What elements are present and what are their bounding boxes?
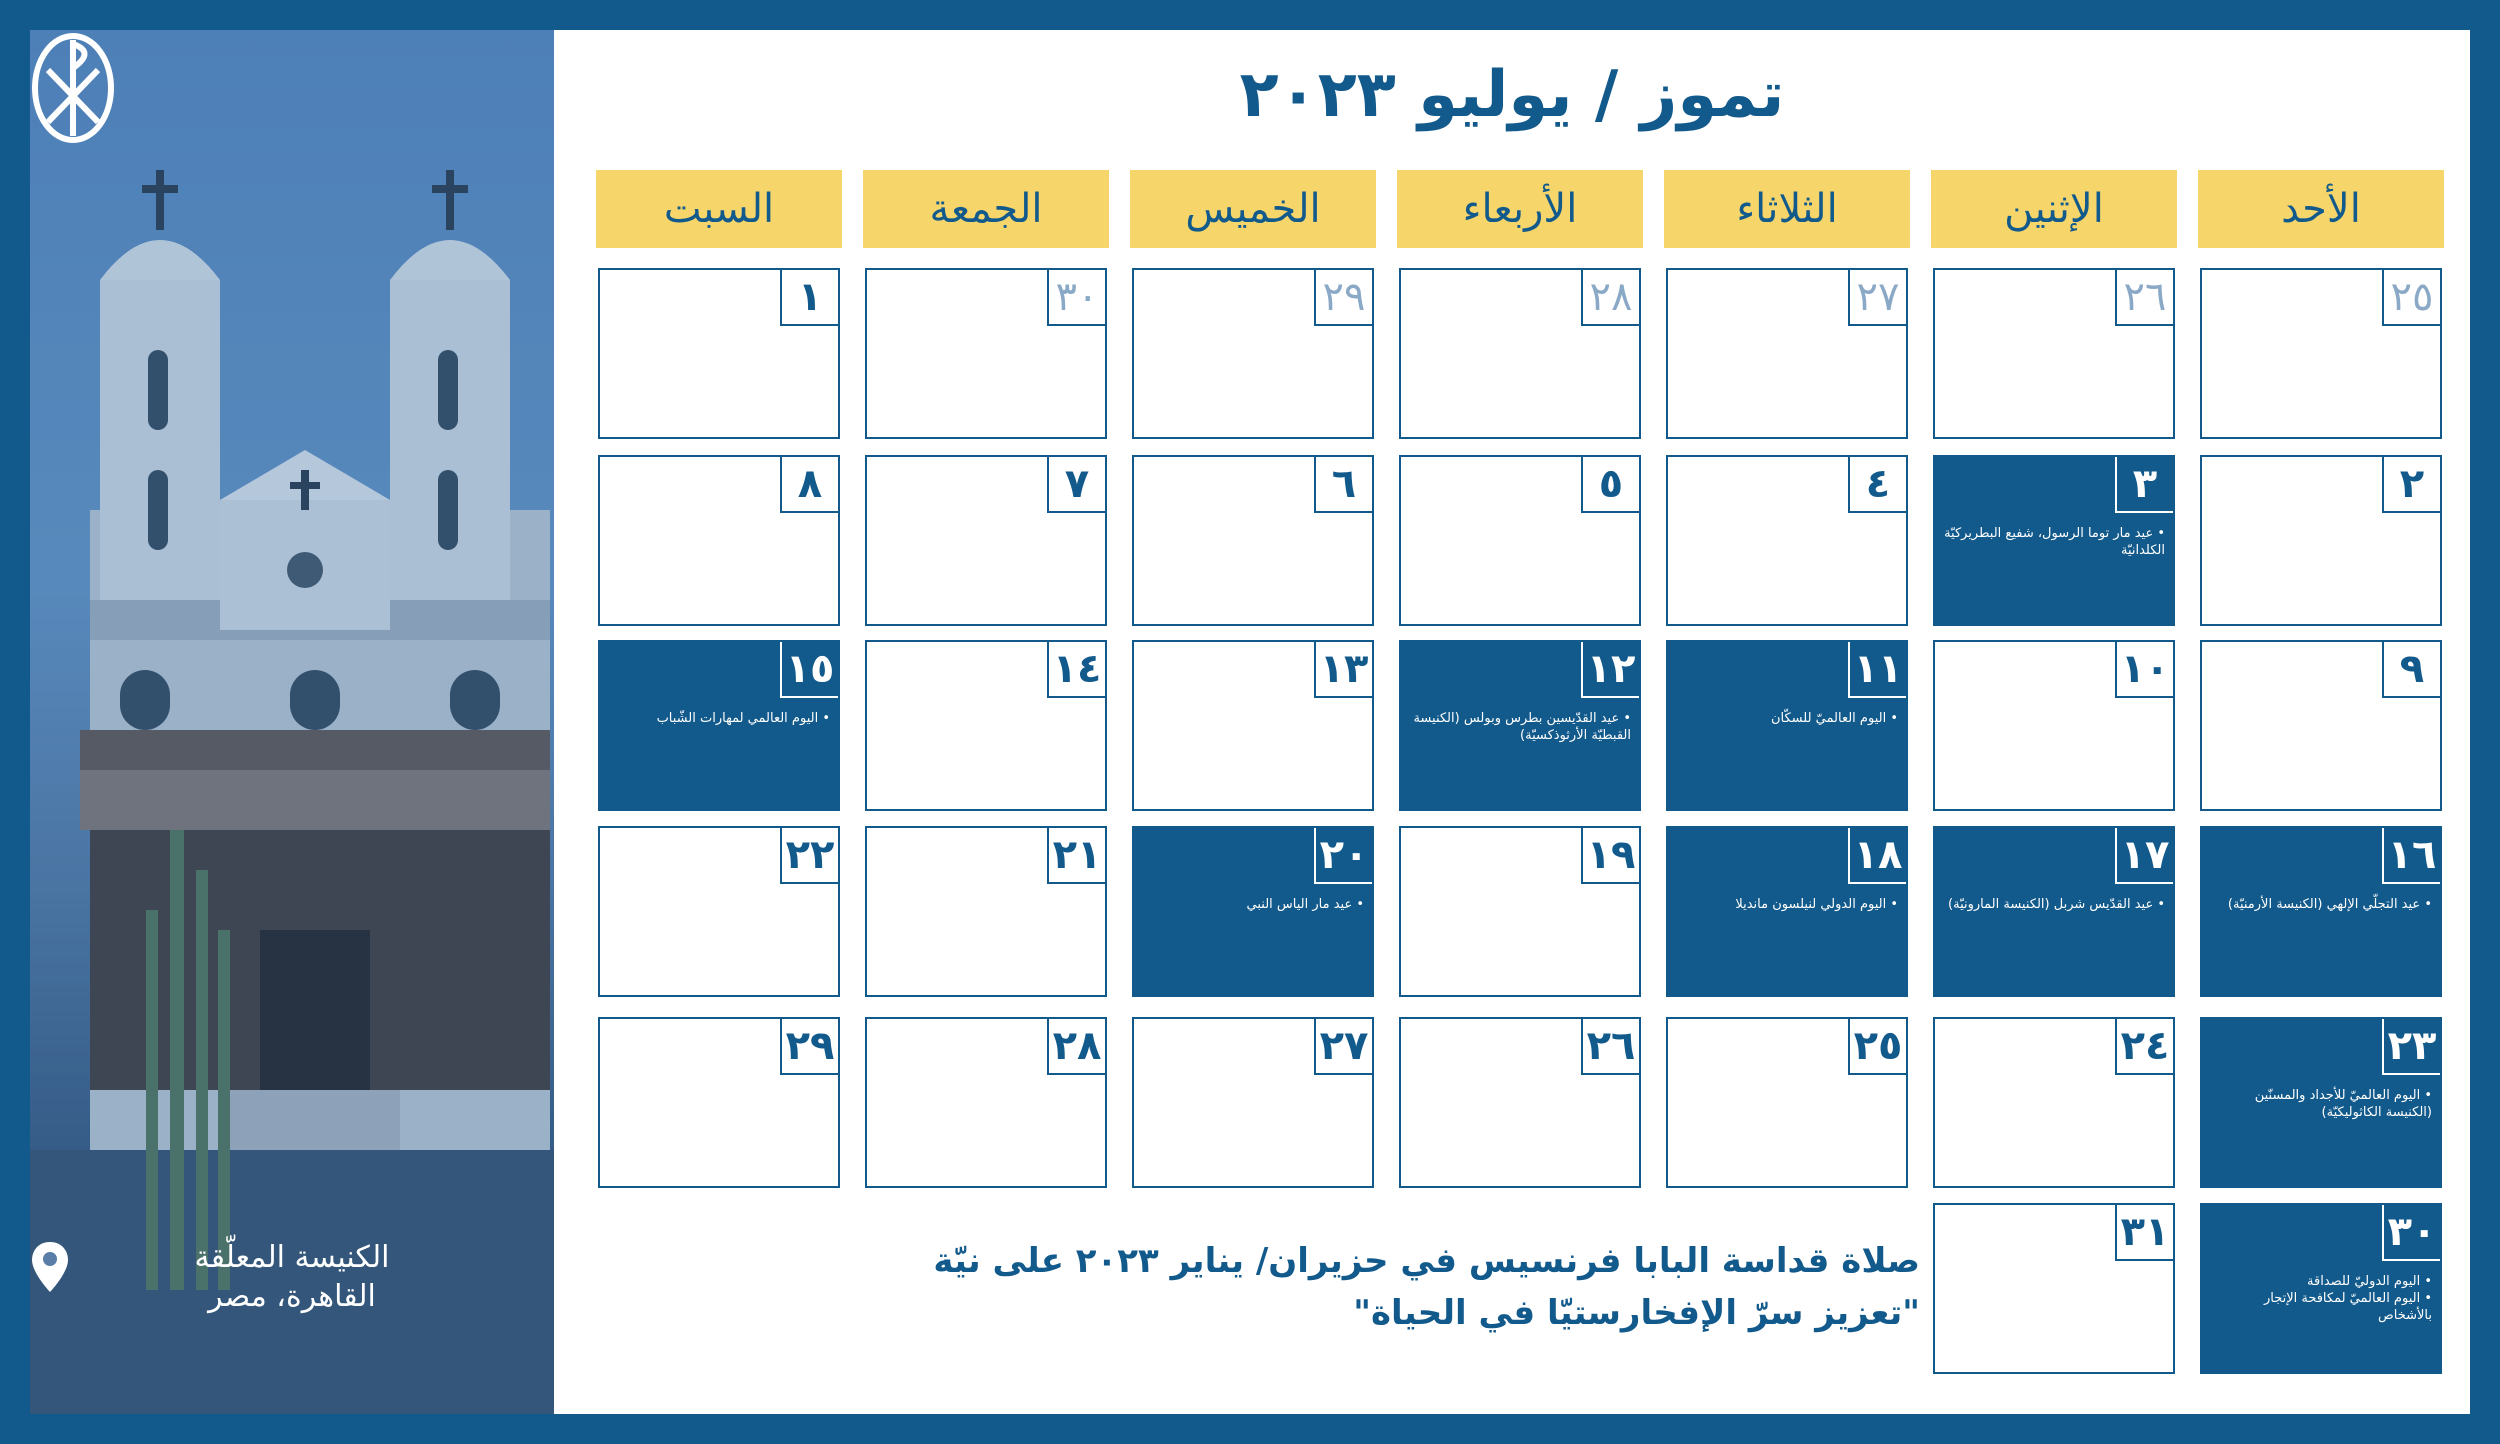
map-pin-icon — [30, 1240, 70, 1294]
day-cell[interactable] — [1933, 455, 2175, 626]
day-cell[interactable] — [865, 1017, 1107, 1188]
footer-line-2: "تعزيز سرّ الإفخارستيّا في الحياة" — [1353, 1293, 1920, 1333]
day-cell[interactable] — [598, 455, 840, 626]
day-cell[interactable] — [1399, 826, 1641, 997]
day-number: ١٤ — [1047, 642, 1105, 698]
day-number: ٨ — [780, 457, 838, 513]
day-cell[interactable] — [865, 826, 1107, 997]
weekday-header: الإثنين — [1931, 170, 2177, 248]
day-number: ٢٣ — [2382, 1019, 2440, 1075]
day-cell[interactable] — [1933, 1017, 2175, 1188]
location-name: الكنيسة المعلّقة — [194, 1240, 390, 1275]
day-number: ٤ — [1848, 457, 1906, 513]
day-cell[interactable] — [1132, 268, 1374, 439]
day-number: ٢٩ — [780, 1019, 838, 1075]
day-cell[interactable] — [598, 1017, 840, 1188]
day-cell[interactable] — [1399, 268, 1641, 439]
day-cell[interactable] — [1132, 455, 1374, 626]
day-number: ١٠ — [2115, 642, 2173, 698]
day-number: ٢١ — [1047, 828, 1105, 884]
day-number: ٢٦ — [2115, 270, 2173, 326]
day-events — [608, 710, 830, 727]
day-cell[interactable] — [865, 640, 1107, 811]
event-text: • اليوم العالميّ للسكّان — [1771, 711, 1898, 726]
day-number: ٢٠ — [1314, 828, 1372, 884]
day-number: ٢٥ — [1848, 1019, 1906, 1075]
church-illustration — [30, 30, 554, 1414]
day-cell[interactable] — [1132, 826, 1374, 997]
day-number: ١٣ — [1314, 642, 1372, 698]
day-cell[interactable] — [865, 268, 1107, 439]
calendar-page — [30, 30, 2470, 1414]
day-cell[interactable] — [2200, 268, 2442, 439]
day-cell[interactable] — [598, 640, 840, 811]
weekday-header: الخميس — [1130, 170, 1376, 248]
day-cell[interactable] — [1666, 640, 1908, 811]
day-events — [1142, 896, 1364, 913]
day-cell[interactable] — [598, 826, 840, 997]
day-number: ٣١ — [2115, 1205, 2173, 1261]
day-number: ٢٧ — [1314, 1019, 1372, 1075]
day-number: ١٥ — [780, 642, 838, 698]
day-cell[interactable] — [1666, 268, 1908, 439]
day-cell[interactable] — [1399, 455, 1641, 626]
weekday-header: الثلاثاء — [1664, 170, 1910, 248]
weekday-header: السبت — [596, 170, 842, 248]
day-cell[interactable] — [2200, 455, 2442, 626]
day-number: ٣٠ — [1047, 270, 1105, 326]
day-events — [1943, 896, 2165, 913]
day-events — [2210, 1273, 2432, 1324]
day-number: ١٢ — [1581, 642, 1639, 698]
day-number: ٢٨ — [1047, 1019, 1105, 1075]
location-caption — [30, 1240, 554, 1314]
day-number: ٢٦ — [1581, 1019, 1639, 1075]
day-cell[interactable] — [1933, 826, 2175, 997]
event-text: • اليوم العالمي لمهارات الشّباب — [656, 711, 830, 726]
day-number: ٢٨ — [1581, 270, 1639, 326]
day-number: ١٩ — [1581, 828, 1639, 884]
footer-prayer-intention — [630, 1235, 1920, 1339]
event-text: • اليوم العالميّ لمكافحة الإتجار بالأشخاص — [2263, 1291, 2432, 1323]
day-number: ٢٧ — [1848, 270, 1906, 326]
day-number: ٣ — [2115, 457, 2173, 513]
day-cell[interactable] — [1666, 1017, 1908, 1188]
day-number: ٩ — [2382, 642, 2440, 698]
day-number: ٢٢ — [780, 828, 838, 884]
day-number: ١١ — [1848, 642, 1906, 698]
day-cell[interactable] — [2200, 1203, 2442, 1374]
day-events — [1676, 896, 1898, 913]
day-number: ٧ — [1047, 457, 1105, 513]
day-number: ١ — [780, 270, 838, 326]
day-cell[interactable] — [1132, 640, 1374, 811]
event-text: • عيد القدّيس شربل (الكنيسة المارونيّة) — [1948, 897, 2165, 912]
day-events — [1409, 710, 1631, 744]
event-text: • اليوم الدوليّ للصداقة — [2307, 1274, 2432, 1289]
day-cell[interactable] — [865, 455, 1107, 626]
weekday-header: الأربعاء — [1397, 170, 1643, 248]
day-number: ١٧ — [2115, 828, 2173, 884]
day-cell[interactable] — [2200, 826, 2442, 997]
church-photo — [30, 30, 554, 1414]
weekday-header: الأحد — [2198, 170, 2444, 248]
day-cell[interactable] — [1666, 826, 1908, 997]
day-number: ١٨ — [1848, 828, 1906, 884]
day-events — [1676, 710, 1898, 727]
day-cell[interactable] — [1933, 268, 2175, 439]
day-cell[interactable] — [1933, 640, 2175, 811]
day-cell[interactable] — [2200, 1017, 2442, 1188]
day-cell[interactable] — [598, 268, 840, 439]
event-text: • عيد القدّيسين بطرس وبولس (الكنيسة القبطيّة الأرثوذكسيّة) — [1413, 711, 1631, 743]
day-number: ٢٩ — [1314, 270, 1372, 326]
day-number: ٢٤ — [2115, 1019, 2173, 1075]
day-events — [1943, 525, 2165, 559]
weekday-header: الجمعة — [863, 170, 1109, 248]
day-cell[interactable] — [1666, 455, 1908, 626]
event-text: • اليوم الدولي لنيلسون مانديلا — [1735, 897, 1898, 912]
day-cell[interactable] — [1132, 1017, 1374, 1188]
day-number: ٦ — [1314, 457, 1372, 513]
event-text: • عيد مار الياس النبي — [1246, 897, 1364, 912]
chi-rho-logo-icon — [30, 30, 116, 146]
location-city: القاهرة، مصر — [208, 1279, 376, 1314]
day-events — [2210, 896, 2432, 913]
day-number: ٣٠ — [2382, 1205, 2440, 1261]
page-title: تموز / يوليو ٢٠٢٣ — [1239, 58, 1785, 132]
event-text: • اليوم العالميّ للأجداد والمسنّين (الكنيسة الكاثوليكيّة) — [2254, 1088, 2432, 1120]
day-number: ٢٥ — [2382, 270, 2440, 326]
event-text: • عيد التجلّي الإلهي (الكنيسة الأرمنيّة) — [2227, 897, 2432, 912]
day-cell[interactable] — [1933, 1203, 2175, 1374]
event-text: • عيد مار توما الرسول، شفيع البطريركيّة الكلدانيّة — [1944, 526, 2165, 558]
day-cell[interactable] — [1399, 640, 1641, 811]
footer-line-1: صلاة قداسة البابا فرنسيس في حزيران/ يناير ٢٠٢٣ على نيّة — [933, 1241, 1920, 1281]
day-number: ٥ — [1581, 457, 1639, 513]
day-number: ٢ — [2382, 457, 2440, 513]
day-cell[interactable] — [2200, 640, 2442, 811]
day-events — [2210, 1087, 2432, 1121]
day-cell[interactable] — [1399, 1017, 1641, 1188]
day-number: ١٦ — [2382, 828, 2440, 884]
